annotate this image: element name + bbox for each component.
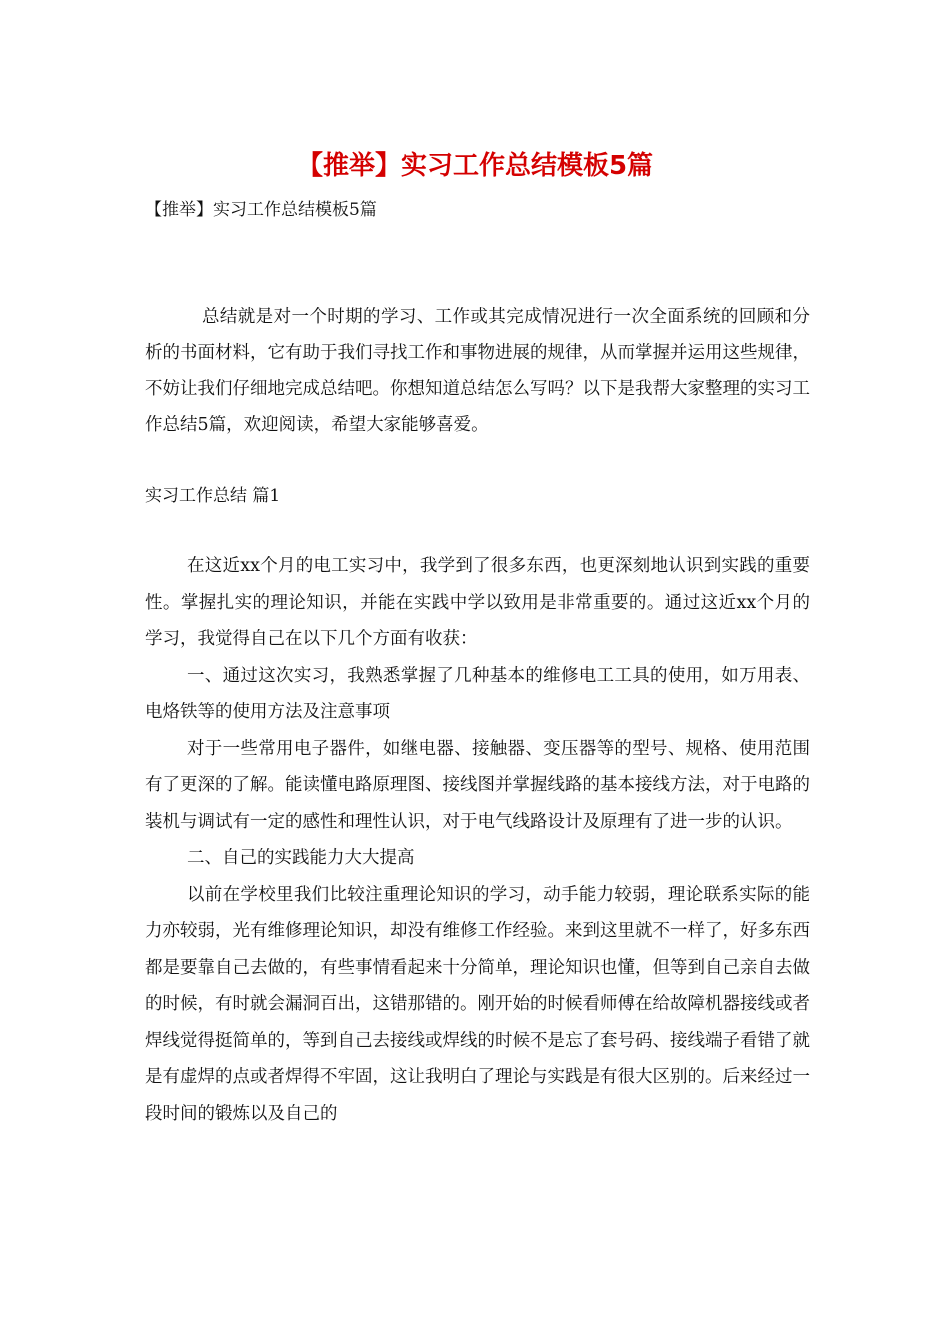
document-title: 【推举】实习工作总结模板5篇 <box>296 151 654 181</box>
body-paragraph: 一、通过这次实习，我熟悉掌握了几种基本的维修电工工具的使用，如万用表、电烙铁等的使用方法及注意事项 <box>145 665 810 722</box>
body-paragraph: 以前在学校里我们比较注重理论知识的学习，动手能力较弱，理论联系实际的能力亦较弱，光有维修理论知识，却没有维修工作经验。来到这里就不一样了，好多东西都是要靠自己去做的，有些事情看起来十分简单，理论知识也懂，但等到自己亲自去做的时候，有时就会漏洞百出，这错那错的。刚开始的时候看师傅在给故障机器接线或者焊线觉得挺简单的，等到自己去接线或焊线的时候不是忘了套号码、接线端子看错了就是有虚焊的点或者焊得不牢固，这让我明白了理论与实践是有很大区别的。后来经过一段时间的锻炼以及自己的 <box>145 884 810 1124</box>
body-paragraph: 对于一些常用电子器件，如继电器、接触器、变压器等的型号、规格、使用范围有了更深的了解。能读懂电路原理图、接线图并掌握线路的基本接线方法，对于电路的装机与调试有一定的感性和理性认识，对于电气线路设计及原理有了进一步的认识。 <box>145 738 810 832</box>
section-body <box>145 548 810 1132</box>
intro-paragraph: 总结就是对一个时期的学习、工作或其完成情况进行一次全面系统的回顾和分析的书面材料，它有助于我们寻找工作和事物进展的规律，从而掌握并运用这些规律，不妨让我们仔细地完成总结吧。你想知道总结怎么写吗？以下是我帮大家整理的实习工作总结5篇，欢迎阅读，希望大家能够喜爱。 <box>145 307 810 435</box>
section-heading: 实习工作总结 篇1 <box>145 486 281 506</box>
body-paragraph: 在这近xx个月的电工实习中，我学到了很多东西，也更深刻地认识到实践的重要性。掌握扎实的理论知识，并能在实践中学以致用是非常重要的。通过这近xx个月的学习，我觉得自己在以下几个方面有收获： <box>145 556 810 649</box>
body-paragraph: 二、自己的实践能力大大提高 <box>187 848 415 868</box>
document-subtitle: 【推举】实习工作总结模板5篇 <box>145 200 377 220</box>
